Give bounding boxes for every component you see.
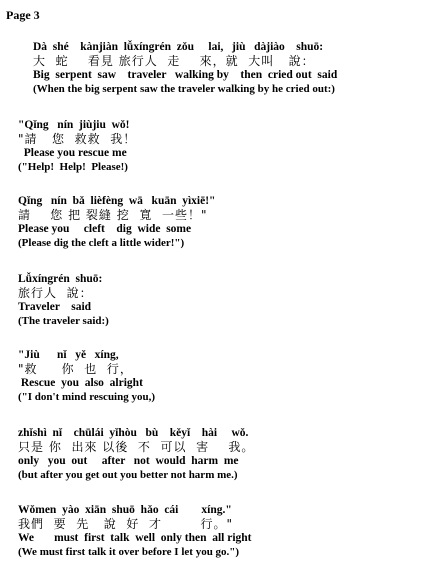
sentence-block-4: [0, 272, 425, 328]
hanzi-line: 我們 要 先 說 好 才 行。": [18, 517, 233, 531]
hanzi-line: 請 您 把 裂縫 挖 寬 一些！": [18, 208, 208, 222]
english-gloss-line: We must first talk well only then all right: [18, 532, 252, 544]
translation-line: ("I don't mind rescuing you,): [18, 391, 156, 403]
translation-line: (When the big serpent saw the traveler walking by he cried out:): [33, 83, 335, 95]
hanzi-line: 大 蛇 看見 旅行人 走 來，就 大叫 說：: [33, 54, 315, 68]
translation-line: (The traveler said:): [18, 315, 109, 327]
page-label: Page 3: [6, 8, 40, 22]
pinyin-line: "Jiù nǐ yě xíng,: [18, 349, 119, 361]
hanzi-line: "請 您 救救 我！: [18, 132, 137, 146]
translation-line: (Please dig the cleft a little wider!"): [18, 237, 185, 249]
sentence-block-5: [0, 348, 425, 404]
english-gloss-line: Traveler said: [18, 301, 92, 313]
pinyin-line: zhǐshì nǐ chūlái yǐhòu bù kěyǐ hài wǒ.: [18, 427, 249, 439]
english-gloss-line: Big serpent saw traveler walking by then cried out said: [33, 69, 338, 81]
english-gloss-line: Please you cleft dig wide some: [18, 223, 192, 235]
pinyin-line: Dà shé kànjiàn lǚxíngrén zǒu lai, jiù dàjiào shuō:: [33, 41, 324, 53]
hanzi-line: "救 你 也 行，: [18, 362, 133, 376]
translation-line: (We must first talk it over before I let you go."): [18, 546, 240, 558]
hanzi-line: 旅行人 說：: [18, 286, 93, 300]
sentence-block-3: [0, 194, 425, 250]
translation-line: ("Help! Help! Please!): [18, 161, 128, 173]
pinyin-line: Qǐng nín bǎ lièfèng wā kuān yìxiē!": [18, 195, 216, 207]
sentence-block-7: [0, 503, 425, 559]
pinyin-line: Lǚxíngrén shuō:: [18, 273, 103, 285]
english-gloss-line: Rescue you also alright: [18, 377, 143, 389]
sentence-block-6: [0, 426, 425, 482]
hanzi-line: 只是 你 出來 以後 不 可以 害 我。: [18, 440, 255, 454]
english-gloss-line: only you out after not would harm me: [18, 455, 239, 467]
english-gloss-line: Please you rescue me: [18, 147, 127, 159]
sentence-block-2: [0, 118, 425, 174]
translation-line: (but after you get out you better not harm me.): [18, 469, 238, 481]
pinyin-line: Wǒmen yào xiān shuō hǎo cái xíng.": [18, 504, 232, 516]
pinyin-line: "Qǐng nín jiùjiu wǒ!: [18, 119, 130, 131]
sentence-block-1: [0, 40, 425, 96]
